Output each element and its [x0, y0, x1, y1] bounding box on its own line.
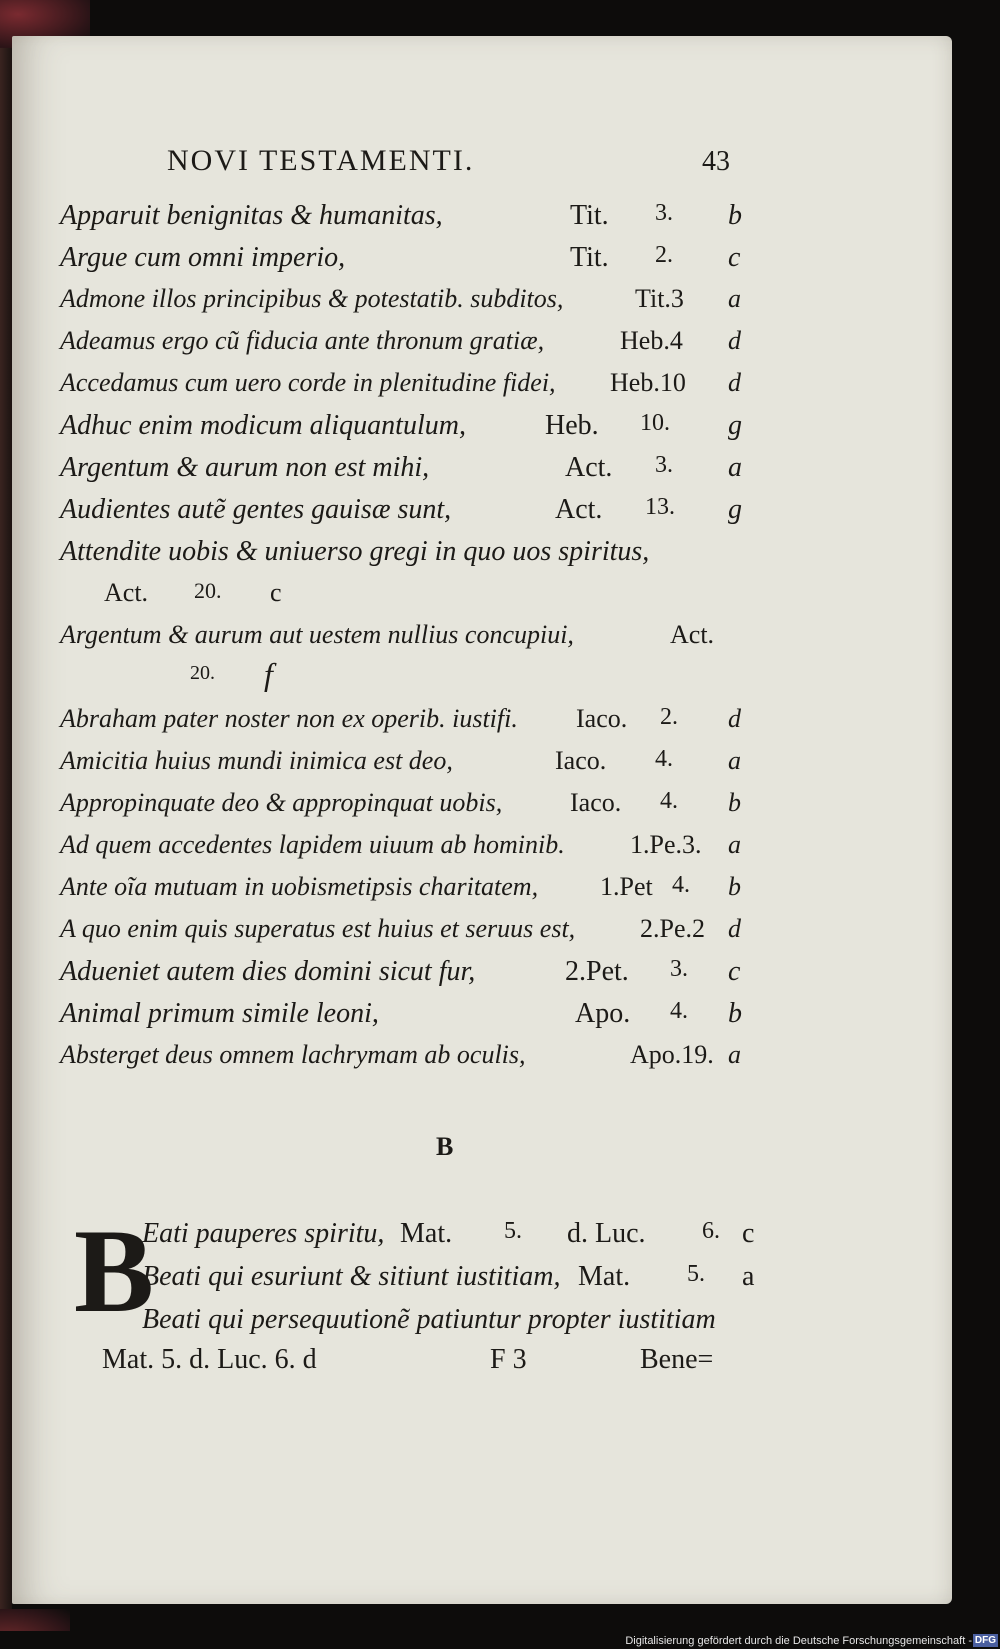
index-entry: Apparuit benignitas & humanitas, Tit. 3. b — [60, 200, 742, 231]
signature-mark: F 3 — [490, 1344, 527, 1375]
index-entry: Attendite uobis & uniuerso gregi in quo uos spiritus, — [60, 536, 650, 567]
citation-line: Mat. 5. d. Luc. 6. d — [102, 1344, 317, 1375]
section-heading: B — [436, 1132, 454, 1161]
dfg-logo: DFG — [974, 1635, 996, 1646]
digitization-footer — [0, 1631, 1000, 1649]
index-entry: Beati qui esuriunt & sitiunt iustitiam, Mat. 5. a — [142, 1261, 755, 1292]
index-entry: Appropinquate deo & appropinquat uobis, Iaco. 4. b — [60, 788, 741, 817]
index-entry: Ante oĩa mutuam in uobismetipsis charitatem, 1.Pet 4. b — [60, 872, 741, 901]
index-entry: Adueniet autem dies domini sicut fur, 2.Pet. 3. c — [60, 956, 741, 987]
book-page — [12, 36, 952, 1604]
index-entry: Accedamus cum uero corde in plenitudine fidei, Heb.10 d — [60, 368, 741, 397]
entry-continuation: Act. 20. c — [104, 578, 282, 607]
index-entry: Eati pauperes spiritu, Mat. 5. d. Luc. 6. c — [142, 1218, 755, 1249]
drop-capital: B — [74, 1204, 155, 1337]
index-entry: Argentum & aurum non est mihi, Act. 3. a — [60, 452, 742, 483]
entry-list-b — [142, 1218, 782, 1347]
index-entry: Abraham pater noster non ex operib. iustifi. Iaco. 2. d — [60, 704, 741, 733]
index-entry: Adeamus ergo cũ fiducia ante thronum gratiæ, Heb.4 d — [60, 326, 741, 355]
running-head: NOVI TESTAMENTI. — [167, 144, 475, 177]
index-entry: Ad quem accedentes lapidem uiuum ab hominib. 1.Pe.3. a — [60, 830, 741, 859]
index-entry: Admone illos principibus & potestatib. subditos, Tit.3 a — [60, 284, 741, 313]
index-entry: Animal primum simile leoni, Apo. 4. b — [60, 998, 742, 1029]
catchword: Bene= — [640, 1344, 714, 1375]
entry-continuation: 20. f — [190, 656, 273, 692]
book-spine-edge — [0, 0, 12, 1649]
index-entry: Beati qui persequutionẽ patiuntur propter iustitiam — [142, 1304, 716, 1335]
index-entry: Amicitia huius mundi inimica est deo, Iaco. 4. a — [60, 746, 741, 775]
index-entry: Audientes autẽ gentes gauisæ sunt, Act. 13. g — [60, 494, 742, 525]
funding-credit: Digitalisierung gefördert durch die Deutsche Forschungsgemeinschaft - — [625, 1635, 972, 1647]
index-entry: Argue cum omni imperio, Tit. 2. c — [60, 242, 741, 273]
index-entry: A quo enim quis superatus est huius et seruus est, 2.Pe.2 d — [60, 914, 741, 943]
index-entry: Adhuc enim modicum aliquantulum, Heb. 10. g — [60, 410, 742, 441]
entry-list-a — [60, 200, 760, 1082]
index-entry: Absterget deus omnem lachrymam ab oculis, Apo.19. a — [60, 1040, 741, 1069]
page-number: 43 — [702, 146, 730, 177]
index-entry: Argentum & aurum aut uestem nullius concupiui, Act. — [60, 620, 715, 649]
